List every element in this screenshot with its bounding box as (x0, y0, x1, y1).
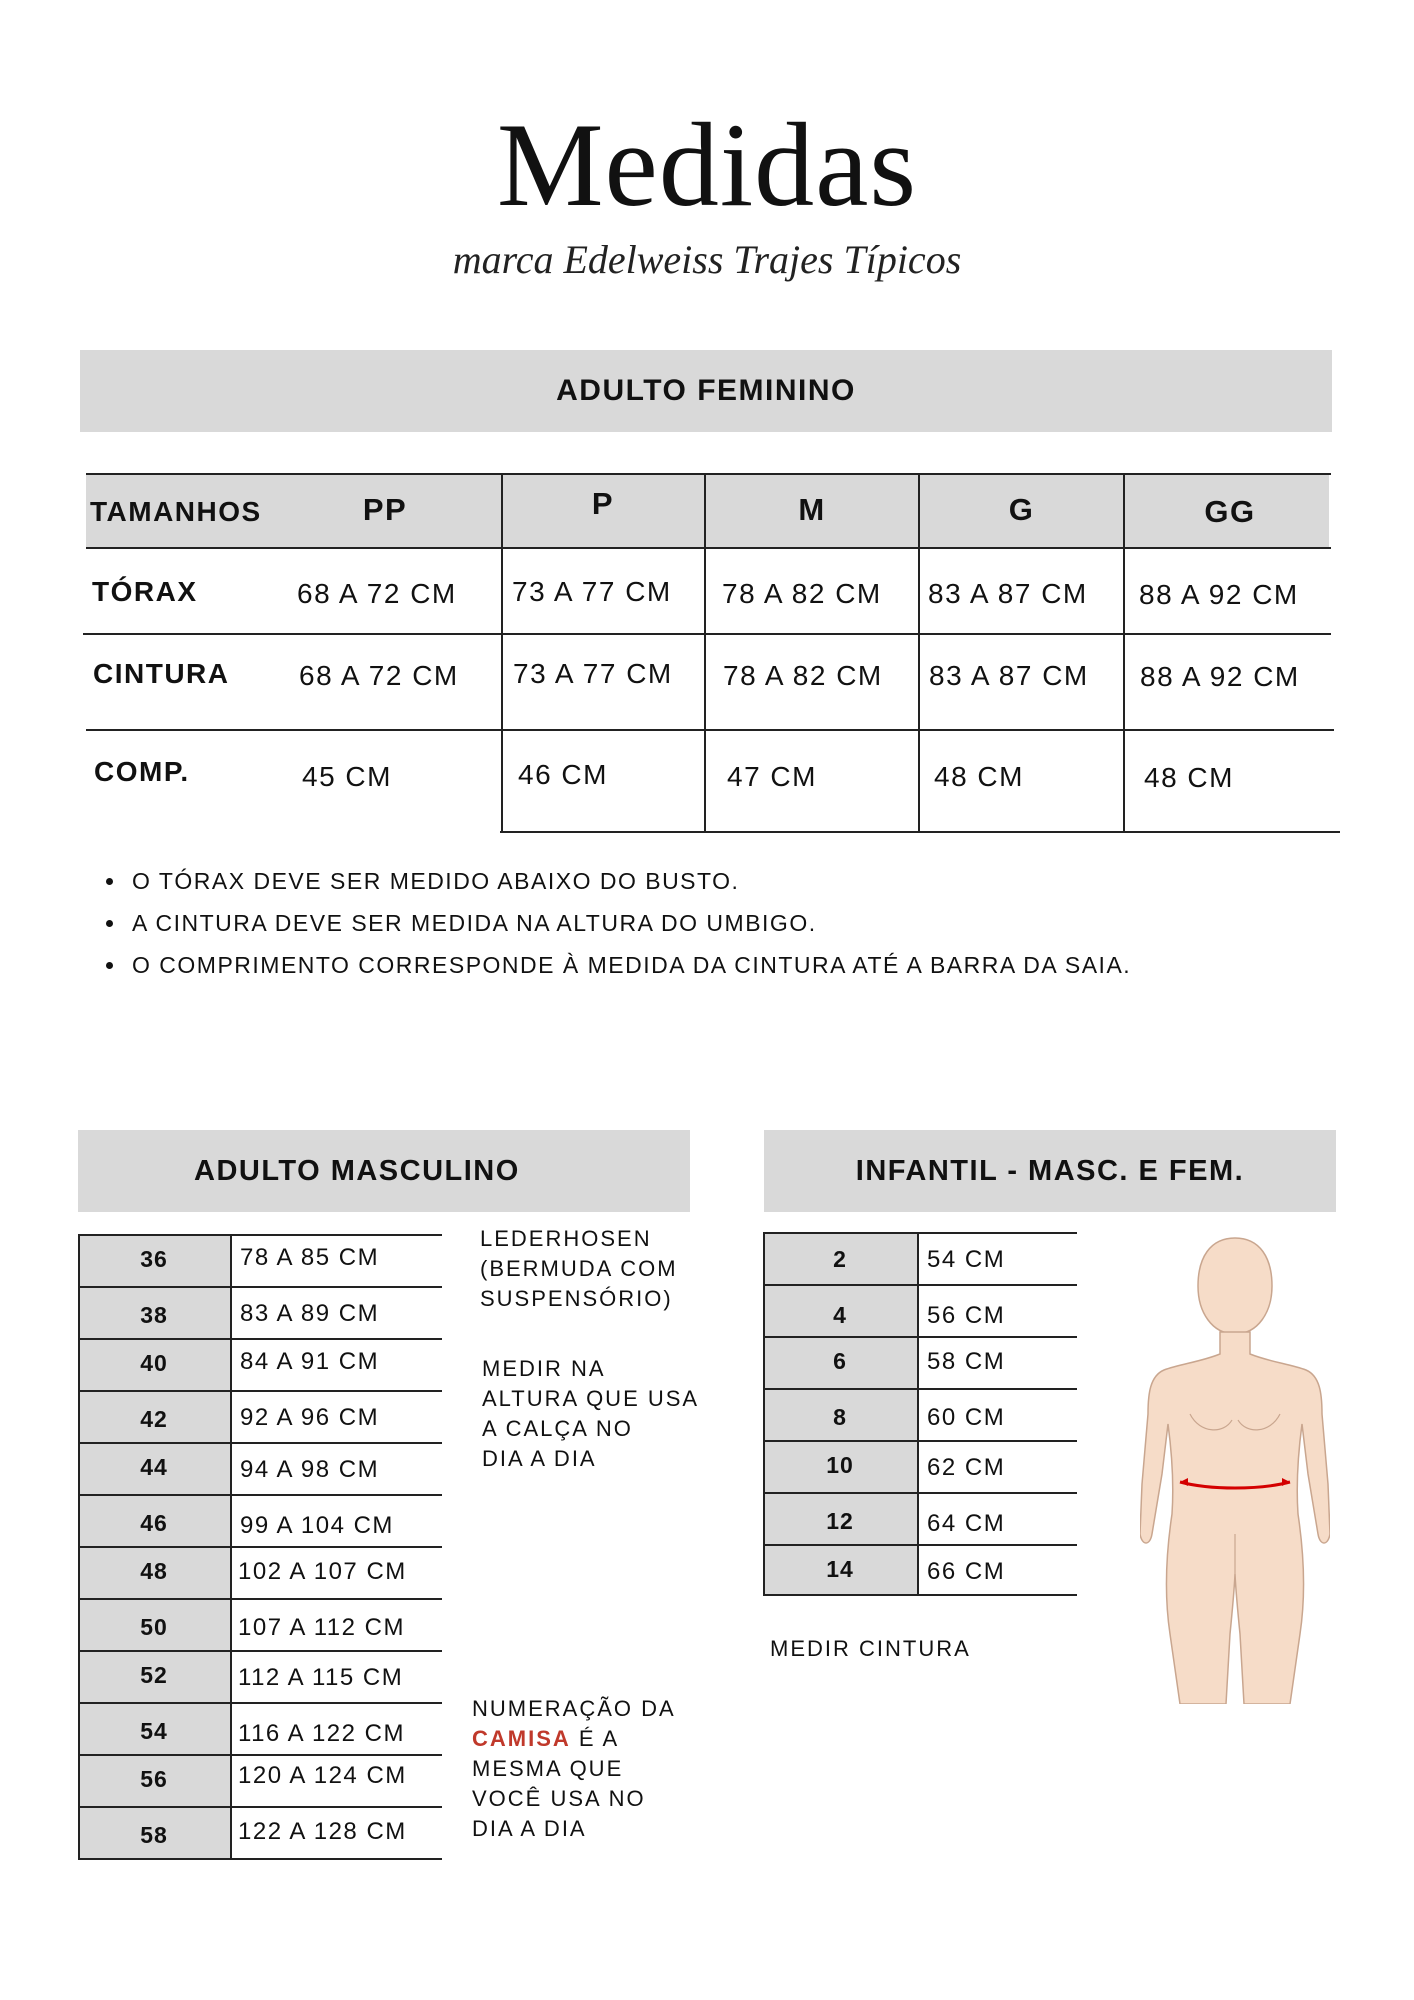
masc-value-56: 120 A 124 CM (238, 1762, 407, 1789)
masc-value-36: 78 A 85 CM (240, 1244, 380, 1271)
masc-value-54: 116 A 122 CM (238, 1720, 405, 1747)
inf-size-4: 4 (833, 1302, 847, 1328)
masculino-heading: ADULTO MASCULINO (78, 1130, 690, 1212)
inf-value-2: 54 CM (927, 1246, 1006, 1273)
camisa-note (472, 1694, 676, 1844)
size-g: G (1008, 492, 1035, 527)
masc-value-40: 84 A 91 CM (240, 1348, 380, 1375)
camisa-line-3: MESMA QUE (472, 1756, 624, 1781)
inf-value-10: 62 CM (927, 1454, 1006, 1481)
inf-size-6: 6 (833, 1348, 847, 1374)
torax-gg: 88 A 92 CM (1139, 579, 1299, 610)
infantil-heading: INFANTIL - MASC. E FEM. (764, 1130, 1336, 1212)
torax-pp: 68 A 72 CM (297, 578, 457, 609)
tamanhos-header: TAMANHOS (90, 496, 262, 527)
note-comprimento: O COMPRIMENTO CORRESPONDE À MEDIDA DA CINTURA ATÉ A BARRA DA SAIA. (100, 944, 1320, 986)
inf-value-12: 64 CM (927, 1510, 1006, 1537)
comp-gg: 48 CM (1144, 762, 1234, 793)
torso-shape (1140, 1332, 1330, 1704)
masc-size-40: 40 (140, 1350, 168, 1376)
masc-size-56: 56 (140, 1766, 168, 1792)
size-p: P (591, 486, 615, 521)
lederhosen-line-1: LEDERHOSEN (480, 1226, 652, 1251)
medir-line-3: A CALÇA NO (482, 1416, 633, 1441)
masc-size-38: 38 (140, 1302, 168, 1328)
camisa-line-2 (472, 1724, 676, 1754)
torax-m: 78 A 82 CM (722, 578, 882, 609)
masc-size-58: 58 (140, 1822, 168, 1848)
camisa-line-5: DIA A DIA (472, 1816, 587, 1841)
size-m: M (798, 492, 826, 527)
inf-size-10: 10 (826, 1452, 854, 1478)
infantil-table (763, 1232, 1077, 1596)
comp-pp: 45 CM (302, 761, 392, 792)
torax-p: 73 A 77 CM (512, 576, 672, 607)
size-pp: PP (362, 492, 408, 527)
lederhosen-note (480, 1224, 678, 1314)
masc-value-38: 83 A 89 CM (240, 1300, 380, 1327)
body-figure-illustration (1140, 1234, 1330, 1704)
inf-size-2: 2 (833, 1246, 847, 1272)
cintura-m: 78 A 82 CM (723, 660, 883, 691)
masc-value-46: 99 A 104 CM (240, 1512, 394, 1539)
cintura-p: 73 A 77 CM (513, 658, 673, 689)
inf-value-14: 66 CM (927, 1558, 1006, 1585)
masc-value-52: 112 A 115 CM (238, 1664, 404, 1691)
masc-value-50: 107 A 112 CM (238, 1614, 405, 1641)
masc-size-54: 54 (140, 1718, 168, 1744)
masc-size-42: 42 (140, 1406, 168, 1432)
masc-size-52: 52 (140, 1662, 168, 1688)
camisa-highlight: CAMISA (472, 1726, 571, 1751)
masc-size-44: 44 (140, 1454, 168, 1480)
feminino-notes (100, 860, 1320, 986)
cintura-pp: 68 A 72 CM (299, 660, 459, 691)
row-label-cintura: CINTURA (93, 658, 230, 689)
camisa-line-1: NUMERAÇÃO DA (472, 1696, 676, 1721)
inf-size-8: 8 (833, 1404, 847, 1430)
feminino-table (80, 466, 1340, 840)
head-shape (1198, 1238, 1272, 1334)
page-title: Medidas (496, 98, 918, 231)
note-cintura: A CINTURA DEVE SER MEDIDA NA ALTURA DO UMBIGO. (100, 902, 1320, 944)
masc-value-42: 92 A 96 CM (240, 1404, 380, 1431)
note-torax: O TÓRAX DEVE SER MEDIDO ABAIXO DO BUSTO. (100, 860, 1320, 902)
comp-p: 46 CM (518, 759, 608, 790)
feminino-heading: ADULTO FEMININO (80, 350, 1332, 432)
cintura-g: 83 A 87 CM (929, 660, 1089, 691)
medir-cintura-note: MEDIR CINTURA (770, 1636, 971, 1661)
medir-calca-note (482, 1354, 699, 1474)
lederhosen-line-3: SUSPENSÓRIO) (480, 1286, 673, 1311)
inf-value-4: 56 CM (927, 1302, 1006, 1329)
masculino-table (78, 1234, 442, 1860)
row-label-torax: TÓRAX (92, 576, 198, 607)
medir-line-2: ALTURA QUE USA (482, 1386, 700, 1411)
torax-g: 83 A 87 CM (928, 578, 1088, 609)
inf-size-14: 14 (826, 1556, 854, 1582)
masc-size-48: 48 (140, 1558, 168, 1584)
cintura-gg: 88 A 92 CM (1140, 661, 1300, 692)
camisa-line-2-rest: É A (570, 1726, 620, 1751)
camisa-line-4: VOCÊ USA NO (472, 1786, 646, 1811)
row-label-comp: COMP. (94, 756, 190, 787)
comp-m: 47 CM (727, 761, 817, 792)
masc-size-50: 50 (140, 1614, 168, 1640)
page-subtitle: marca Edelweiss Trajes Típicos (452, 237, 962, 282)
size-gg: GG (1204, 494, 1256, 529)
inf-size-12: 12 (826, 1508, 854, 1534)
inf-value-8: 60 CM (927, 1404, 1006, 1431)
medir-line-4: DIA A DIA (482, 1446, 597, 1471)
lederhosen-line-2: (BERMUDA COM (480, 1256, 678, 1281)
inf-value-6: 58 CM (927, 1348, 1006, 1375)
medir-line-1: MEDIR NA (482, 1356, 606, 1381)
masc-value-44: 94 A 98 CM (240, 1456, 380, 1483)
comp-g: 48 CM (934, 761, 1024, 792)
masc-size-36: 36 (140, 1246, 168, 1272)
masc-value-58: 122 A 128 CM (238, 1818, 407, 1845)
masc-value-48: 102 A 107 CM (238, 1558, 407, 1585)
masc-size-46: 46 (140, 1510, 168, 1536)
